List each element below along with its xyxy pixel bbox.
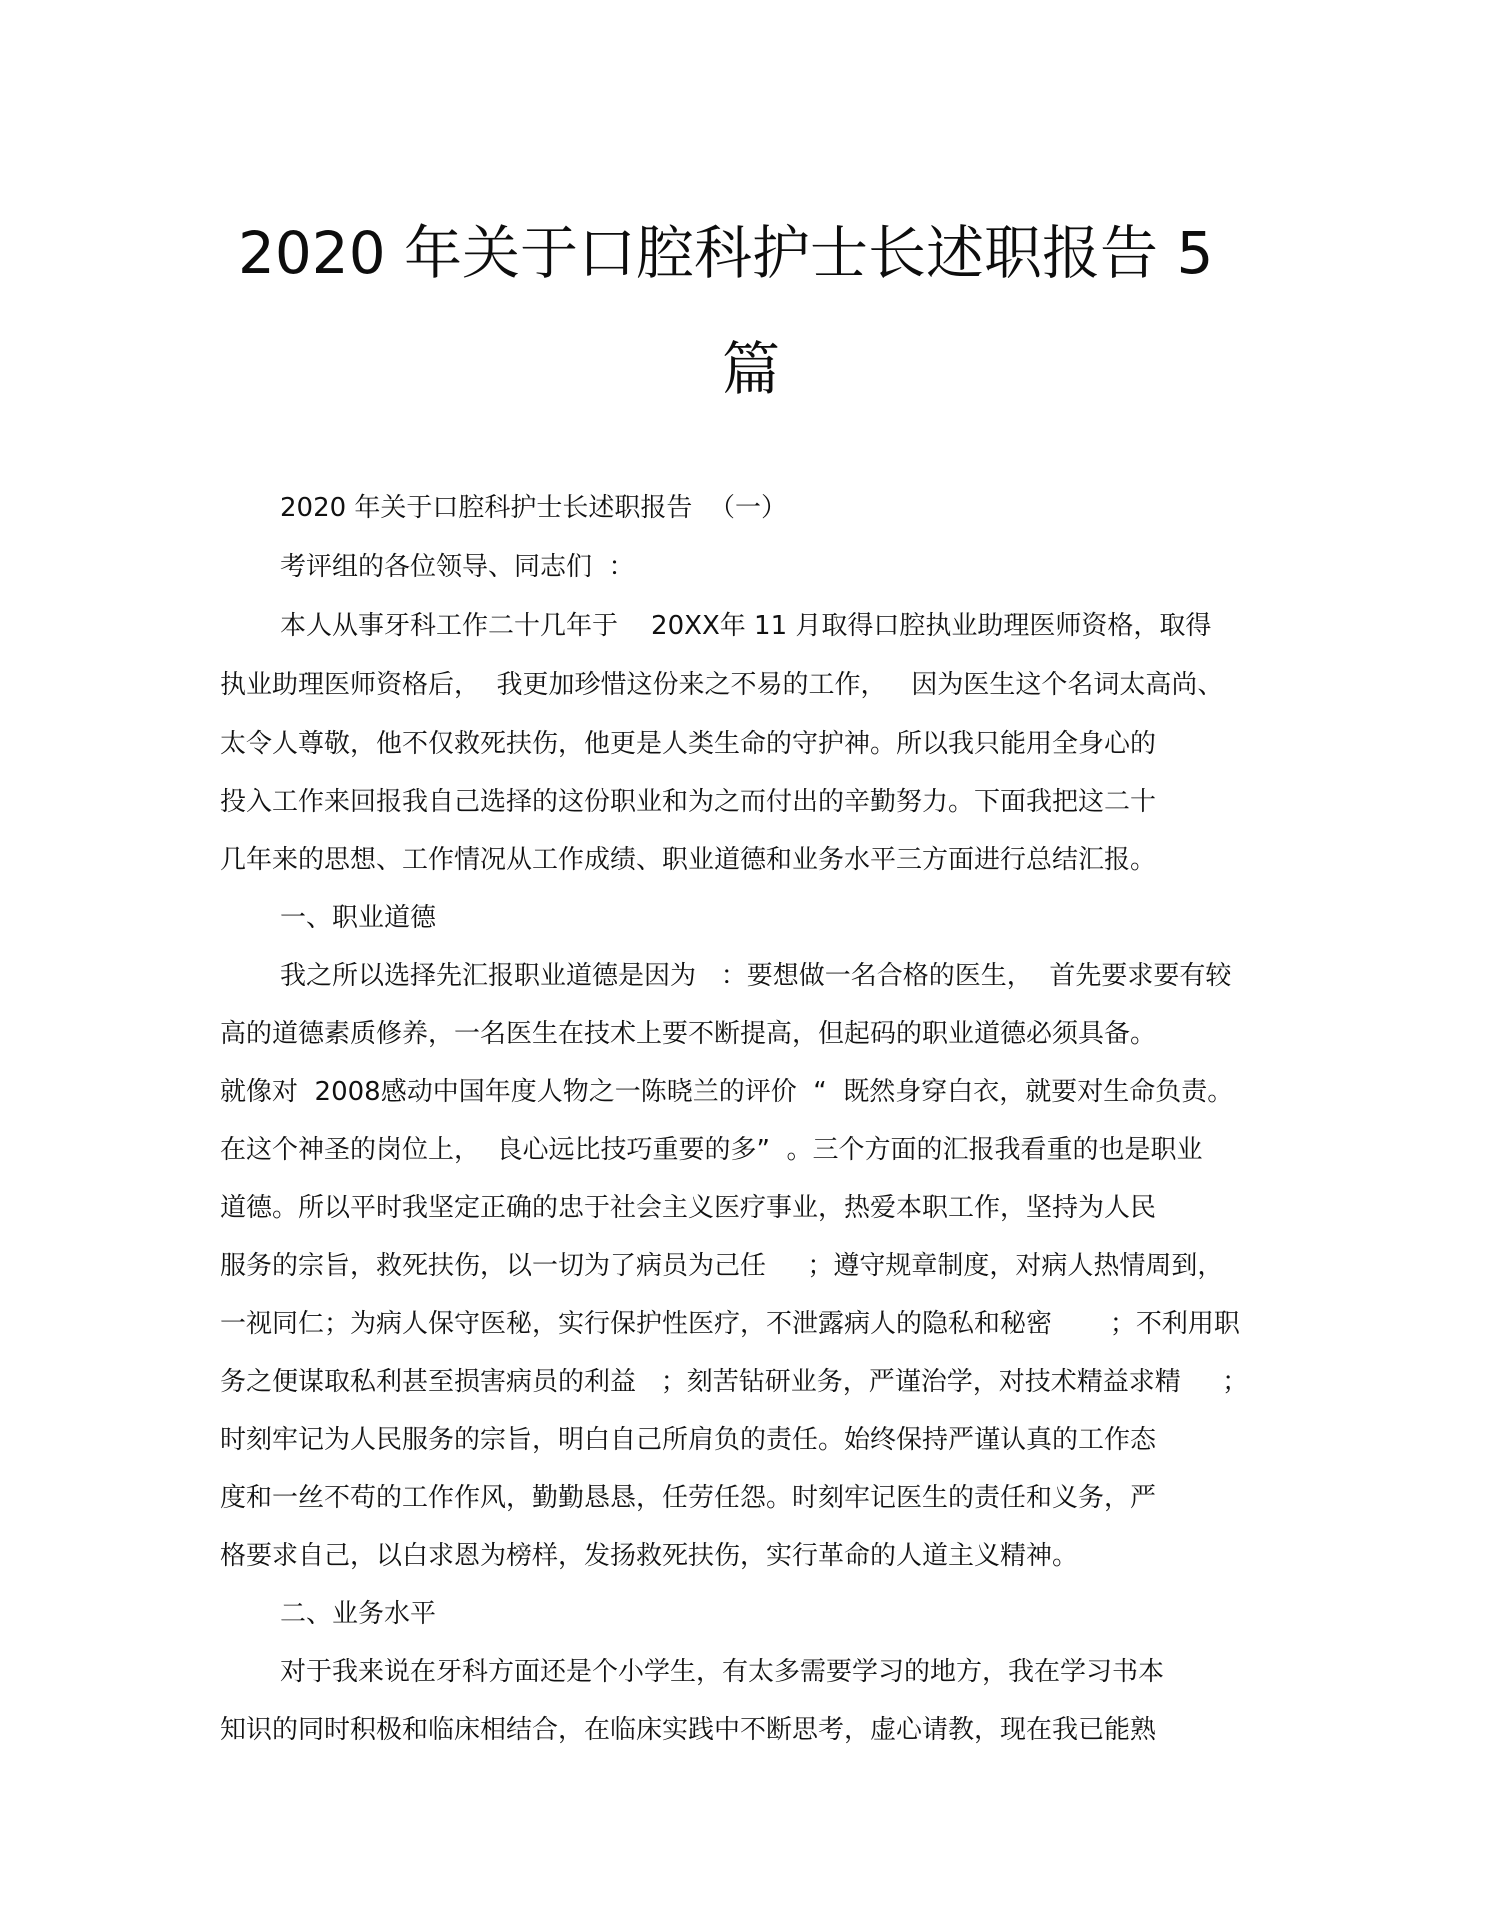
body-line: 务之便谋取私利甚至损害病员的利益 ；刻苦钻研业务，严谨治学，对技术精益求精 ； — [220, 1367, 1249, 1397]
section-heading-1: 2020 年关于口腔科护士长述职报告 （一） — [280, 493, 787, 523]
subsection-heading: 二、业务水平 — [280, 1599, 437, 1629]
body-line: 我之所以选择先汇报职业道德是因为 ：要想做一名合格的医生， 首先要求要有较 — [280, 961, 1232, 991]
body-line: 对于我来说在牙科方面还是个小学生，有太多需要学习的地方，我在学习书本 — [280, 1657, 1165, 1687]
body-line: 格要求自己，以白求恩为榜样，发扬救死扶伤，实行革命的人道主义精神。 — [220, 1541, 1079, 1571]
body-line: 高的道德素质修养，一名医生在技术上要不断提高，但起码的职业道德必须具备。 — [220, 1019, 1157, 1049]
body-line: 服务的宗旨，救死扶伤，以一切为了病员为己任 ；遵守规章制度，对病人热情周到， — [220, 1251, 1224, 1281]
body-line: 在这个神圣的岗位上， 良心远比技巧重要的多” 。三个方面的汇报我看重的也是职业 — [220, 1135, 1203, 1165]
document-title-line-2: 篇 — [722, 335, 781, 403]
body-line: 道德。所以平时我坚定正确的忠于社会主义医疗事业，热爱本职工作，坚持为人民 — [220, 1193, 1157, 1223]
body-line: 本人从事牙科工作二十几年于 20XX年 11 月取得口腔执业助理医师资格，取得 — [280, 611, 1212, 641]
body-line: 几年来的思想、工作情况从工作成绩、职业道德和业务水平三方面进行总结汇报。 — [220, 845, 1157, 875]
body-line: 就像对 2008感动中国年度人物之一陈晓兰的评价 “ 既然身穿白衣，就要对生命负责。 — [220, 1077, 1234, 1107]
document-title-line-1: 2020 年关于口腔科护士长述职报告 5 — [238, 219, 1214, 287]
salutation: 考评组的各位领导、同志们 ： — [280, 552, 635, 582]
body-line: 执业助理医师资格后， 我更加珍惜这份来之不易的工作， 因为医生这个名词太高尚、 — [220, 670, 1224, 700]
body-line: 太令人尊敬，他不仅救死扶伤，他更是人类生命的守护神。所以我只能用全身心的 — [220, 729, 1157, 759]
body-line: 时刻牢记为人民服务的宗旨，明白自己所肩负的责任。始终保持严谨认真的工作态 — [220, 1425, 1157, 1455]
body-line: 度和一丝不苟的工作作风，勤勤恳恳，任劳任怨。时刻牢记医生的责任和义务，严 — [220, 1483, 1157, 1513]
body-line: 投入工作来回报我自己选择的这份职业和为之而付出的辛勤努力。下面我把这二十 — [220, 787, 1157, 817]
subsection-heading: 一、职业道德 — [280, 903, 437, 933]
body-line: 一视同仁；为病人保守医秘，实行保护性医疗，不泄露病人的隐私和秘密 ；不利用职 — [220, 1309, 1240, 1339]
body-line: 知识的同时积极和临床相结合，在临床实践中不断思考，虚心请教，现在我已能熟 — [220, 1715, 1157, 1745]
